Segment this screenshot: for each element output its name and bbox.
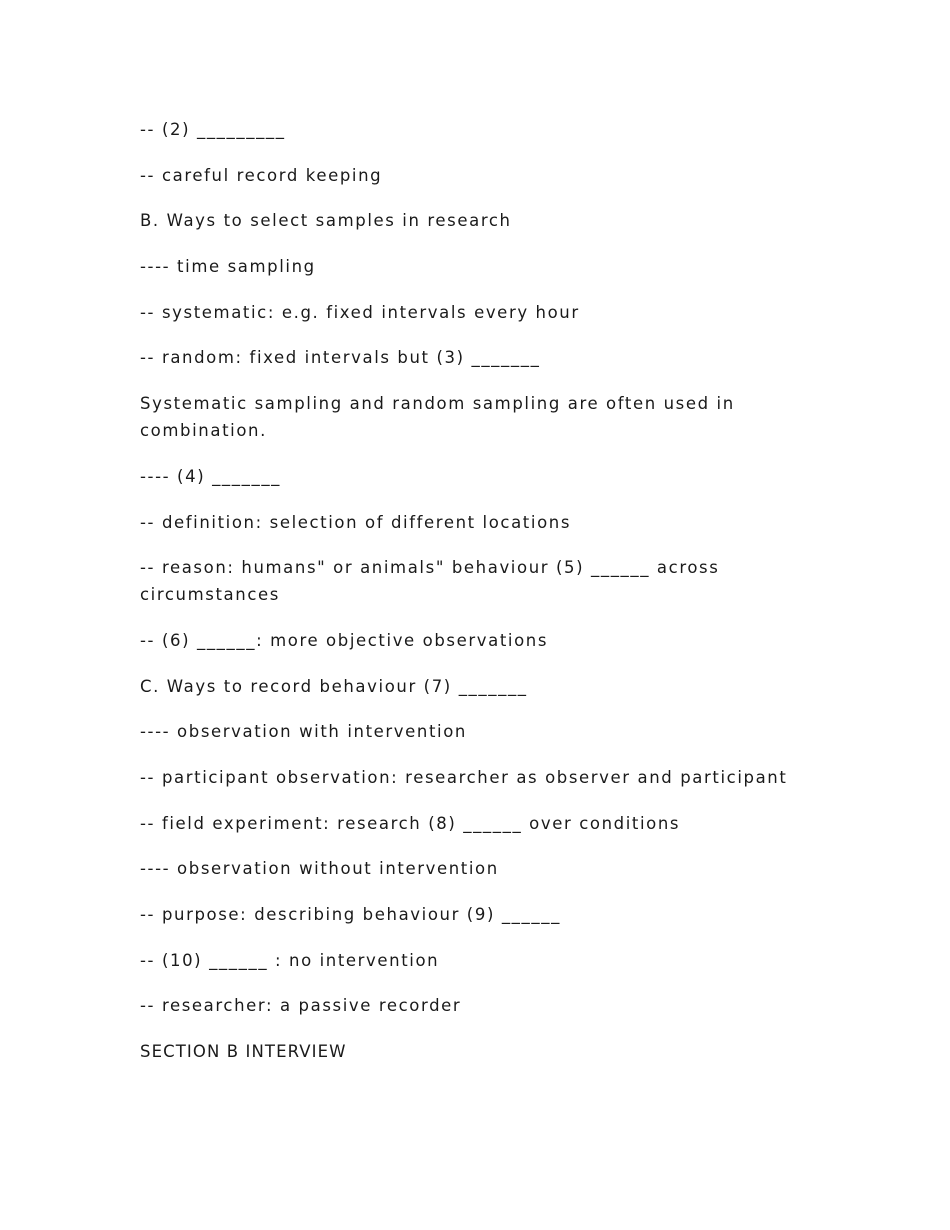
document-body (140, 116, 800, 1084)
text-line-systematic: -- systematic: e.g. fixed intervals every hour (140, 302, 580, 322)
text-line-definition: -- definition: selection of different locations (140, 512, 572, 532)
text-line-blank-10: -- (10) ______ : no intervention (140, 950, 440, 970)
text-line-random: -- random: fixed intervals but (3) _______ (140, 348, 541, 368)
text-line-reason: -- reason: humans" or animals" behaviour (5) ______ across circumstances (140, 558, 727, 605)
text-line-participant: -- participant observation: researcher as observer and participant (140, 767, 788, 787)
text-line-blank-2: -- (2) _________ (140, 120, 286, 139)
text-line-purpose: -- purpose: describing behaviour (9) ______ (140, 905, 561, 924)
section-heading-c: C. Ways to record behaviour (7) _______ (140, 676, 528, 696)
text-line-with-intervention: ---- observation with intervention (140, 722, 467, 742)
text-line-without-intervention: ---- observation without intervention (140, 859, 499, 879)
text-paragraph-combination: Systematic sampling and random sampling are often used in combination. (140, 394, 742, 441)
text-line-blank-4: ---- (4) _______ (140, 466, 282, 486)
text-line-record-keeping: -- careful record keeping (140, 165, 383, 185)
section-heading-b: B. Ways to select samples in research (140, 211, 512, 231)
text-line-researcher: -- researcher: a passive recorder (140, 996, 462, 1016)
text-line-blank-6: -- (6) ______: more objective observations (140, 630, 549, 650)
text-line-field-experiment: -- field experiment: research (8) ______ over conditions (140, 813, 681, 833)
text-line-time-sampling: ---- time sampling (140, 257, 316, 277)
section-heading-interview: SECTION B INTERVIEW (140, 1042, 347, 1062)
